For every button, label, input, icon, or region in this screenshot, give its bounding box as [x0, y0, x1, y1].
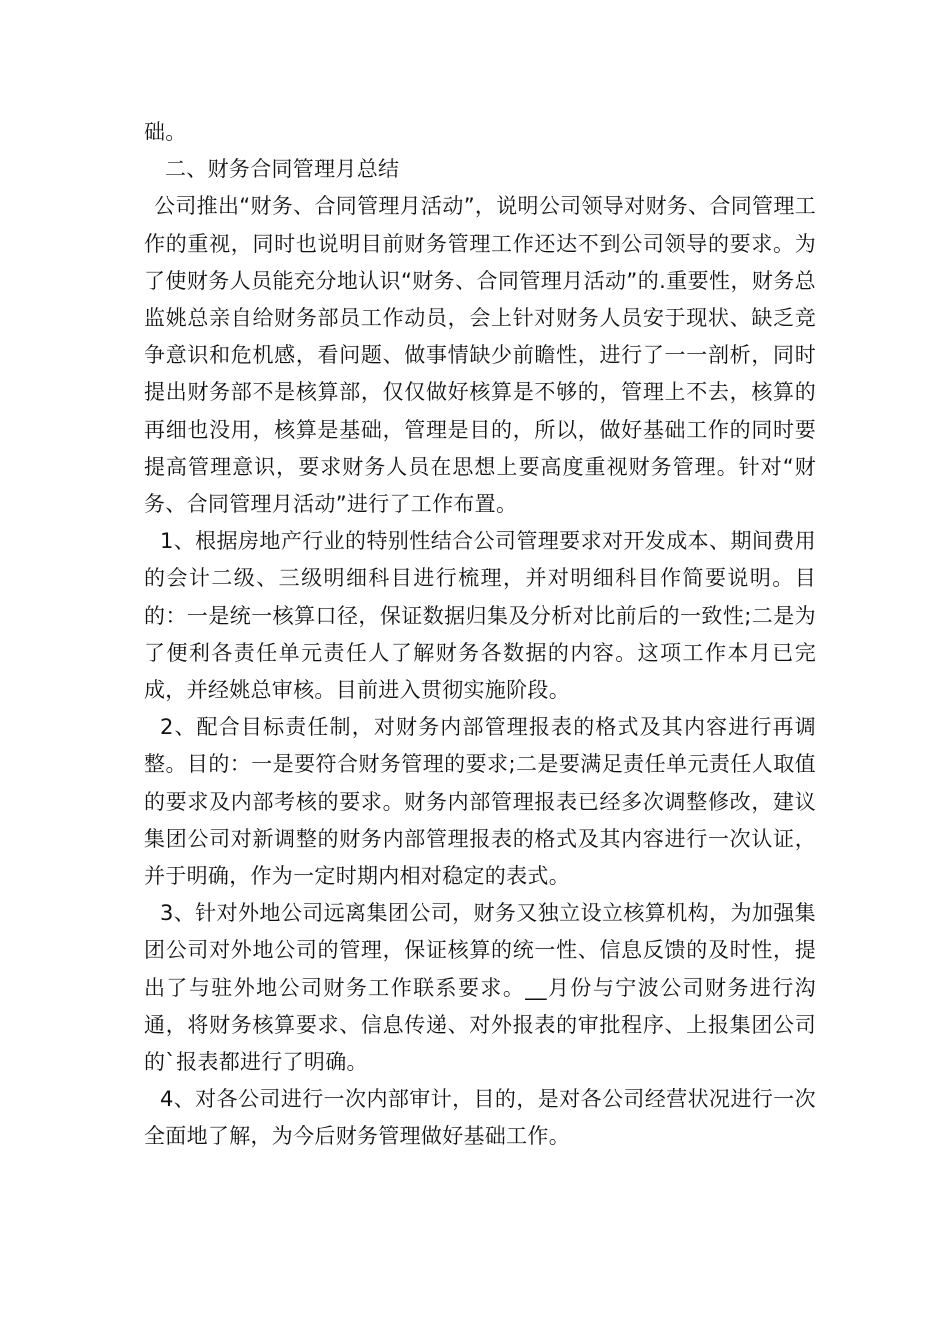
paragraph-item-3: 3、针对外地公司远离集团公司，财务又独立设立核算机构，为加强集团公司对外地公司的管理，保证核算的统一性、信息反馈的及时性，提出了与驻外地公司财务工作联系要求。__月份与宁波公司财务进行沟通，将财务核算要求、信息传递、对外报表的审批程序、上报集团公司的`报表都进行了明确。: [144, 901, 816, 1075]
document-body: [144, 114, 816, 1156]
paragraph-item-1: 1、根据房地产行业的特别性结合公司管理要求对开发成本、期间费用的会计二级、三级明细科目进行梳理，并对明细科目作简要说明。目的：一是统一核算口径，保证数据归集及分析对比前后的一致性;二是为了便利各责任单元责任人了解财务各数据的内容。这项工作本月已完成，并经姚总审核。目前进入贯彻实施阶段。: [144, 529, 816, 703]
paragraph-continuation: 础。: [144, 120, 187, 144]
paragraph-summary: 公司推出“财务、合同管理月活动”，说明公司领导对财务、合同管理工作的重视，同时也说明目前财务管理工作还达不到公司领导的要求。为了使财务人员能充分地认识“财务、合同管理月活动”的.重要性，财务总监姚总亲自给财务部员工作动员，会上针对财务人员安于现状、缺乏竞争意识和危机感，看问题、做事情缺少前瞻性，进行了一一剖析，同时提出财务部不是核算部，仅仅做好核算是不够的，管理上不去，核算的再细也没用，核算是基础，管理是目的，所以，做好基础工作的同时要提高管理意识，要求财务人员在思想上要高度重视财务管理。针对“财务、合同管理月活动”进行了工作布置。: [144, 194, 816, 517]
section-heading: 二、财务合同管理月总结: [165, 157, 400, 182]
paragraph-item-2: 2、配合目标责任制，对财务内部管理报表的格式及其内容进行再调整。目的：一是要符合财务管理的要求;二是要满足责任单元责任人取值的要求及内部考核的要求。财务内部管理报表已经多次调整修改，建议集团公司对新调整的财务内部管理报表的格式及其内容进行一次认证，并于明确，作为一定时期内相对稳定的表式。: [144, 715, 816, 889]
paragraph-item-4: 4、对各公司进行一次内部审计，目的，是对各公司经营状况进行一次全面地了解，为今后财务管理做好基础工作。: [144, 1087, 816, 1149]
